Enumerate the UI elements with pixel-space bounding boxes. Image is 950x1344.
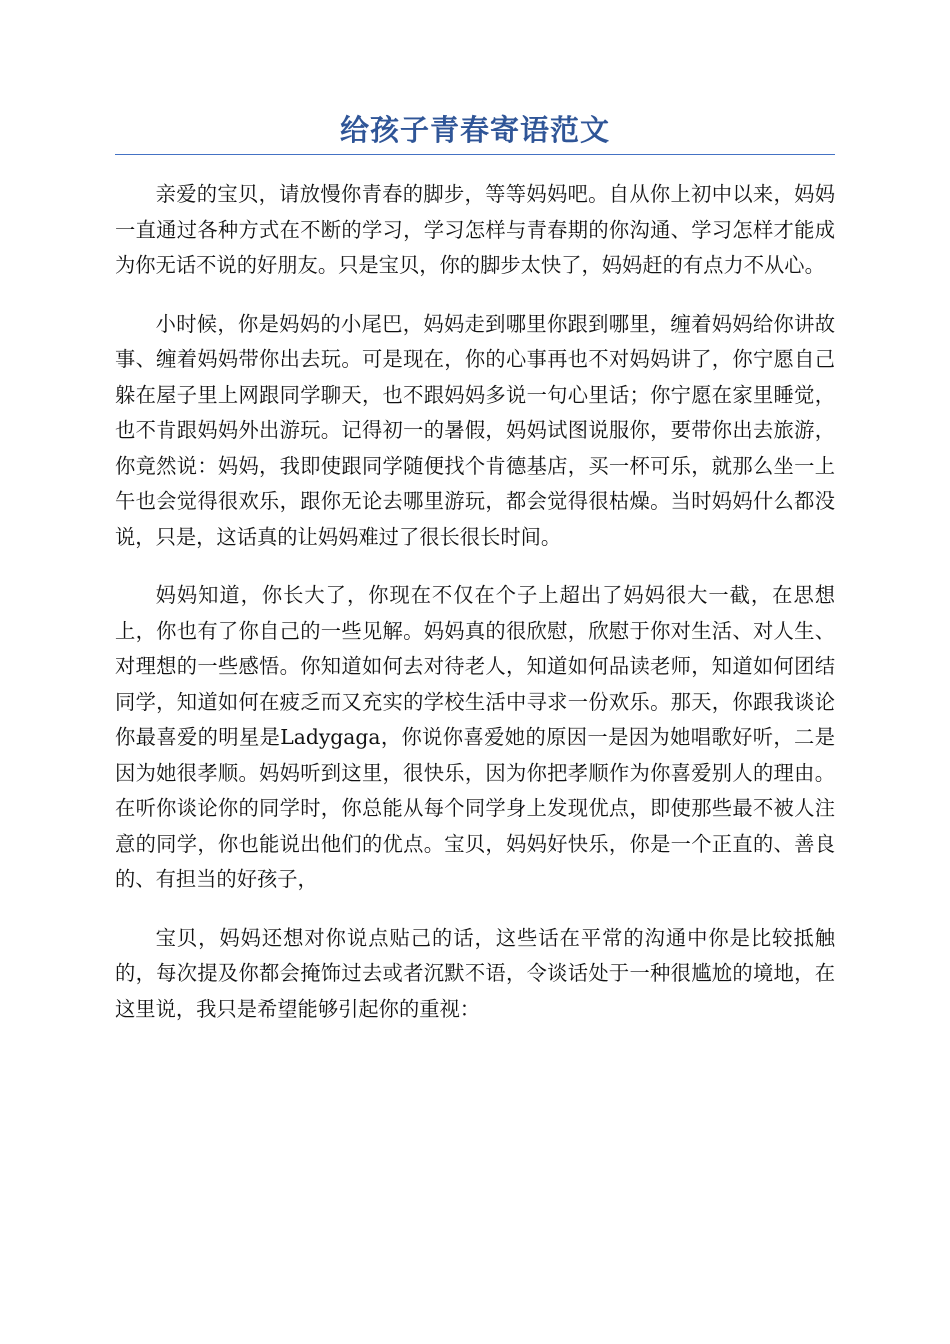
document-title: 给孩子青春寄语范文	[339, 113, 610, 147]
paragraph-1: 亲爱的宝贝，请放慢你青春的脚步，等等妈妈吧。自从你上初中以来，妈妈一直通过各种方式在不断的学习，学习怎样与青春期的你沟通、学习怎样才能成为你无话不说的好朋友。只是宝贝，你的脚步太快了，妈妈赶的有点力不从心。	[115, 182, 835, 277]
title-underline	[115, 154, 835, 155]
document-page	[115, 110, 835, 1050]
document-body	[115, 177, 835, 1027]
paragraph-4: 宝贝，妈妈还想对你说点贴己的话，这些话在平常的沟通中你是比较抵触的，每次提及你都会掩饰过去或者沉默不语，令谈话处于一种很尴尬的境地，在这里说，我只是希望能够引起你的重视：	[115, 925, 835, 1021]
paragraph-3: 妈妈知道，你长大了，你现在不仅在个子上超出了妈妈很大一截，在思想上，你也有了你自己的一些见解。妈妈真的很欣慰，欣慰于你对生活、对人生、对理想的一些感悟。你知道如何去对待老人，知道如何品读老师，知道如何团结同学，知道如何在疲乏而又充实的学校生活中寻求一份欢乐。那天，你跟我谈论你最喜爱的明星是Ladygaga，你说你喜爱她的原因一是因为她唱歌好听，二是因为她很孝顺。妈妈听到这里，很快乐，因为你把孝顺作为你喜爱别人的理由。在听你谈论你的同学时，你总能从每个同学身上发现优点，即使那些最不被人注意的同学，你也能说出他们的优点。宝贝，妈妈好快乐，你是一个正直的、善良的、有担当的好孩子，	[115, 583, 835, 891]
paragraph-2: 小时候，你是妈妈的小尾巴，妈妈走到哪里你跟到哪里，缠着妈妈给你讲故事、缠着妈妈带你出去玩。可是现在，你的心事再也不对妈妈讲了，你宁愿自己躲在屋子里上网跟同学聊天，也不跟妈妈多说一句心里话；你宁愿在家里睡觉，也不肯跟妈妈外出游玩。记得初一的暑假，妈妈试图说服你，要带你出去旅游，你竟然说：妈妈，我即使跟同学随便找个肯德基店，买一杯可乐，就那么坐一上午也会觉得很欢乐，跟你无论去哪里游玩，都会觉得很枯燥。当时妈妈什么都没说，只是，这话真的让妈妈难过了很长很长时间。	[115, 311, 835, 549]
